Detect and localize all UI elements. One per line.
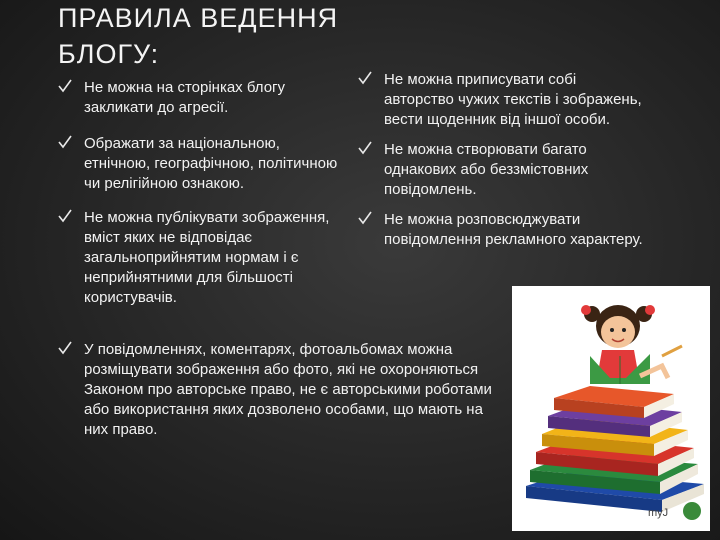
rule-text: Не можна публікувати зображення, вміст яких не відповідає загальноприйнятим нормам і є неприйнятними для більшості користувачів. xyxy=(84,209,330,306)
rule-text: Не можна розповсюджувати повідомлення рекламного характеру. xyxy=(384,211,643,248)
check-icon xyxy=(358,210,376,230)
check-icon xyxy=(58,78,76,98)
check-icon xyxy=(58,134,76,154)
girl-figure xyxy=(581,305,682,384)
site-logo xyxy=(646,500,706,527)
book-stack xyxy=(526,386,704,512)
rule-item xyxy=(58,208,343,308)
check-icon xyxy=(358,70,376,90)
rule-item xyxy=(58,340,498,440)
check-icon xyxy=(358,140,376,160)
rule-text: Ображати за національною, етнічною, географічною, політичною чи релігійною ознакою. xyxy=(84,135,338,192)
rules-left-list xyxy=(58,78,343,308)
slide-title: ПРАВИЛА ВЕДЕННЯ БЛОГУ: xyxy=(58,3,339,69)
rule-text: Не можна приписувати собі авторство чужих текстів і зображень, вести щоденник від іншої особи. xyxy=(384,71,642,128)
rule-item xyxy=(358,70,643,130)
rule-item xyxy=(358,210,643,250)
rule-item xyxy=(58,134,343,194)
rule-text: Не можна створювати багато однакових або беззмістовних повідомлень. xyxy=(384,141,589,198)
rules-right-list xyxy=(358,70,643,260)
rule-item xyxy=(58,78,343,118)
check-icon xyxy=(58,208,76,228)
rule-item xyxy=(358,140,643,200)
rule-bottom-list xyxy=(58,340,498,440)
rule-text: Не можна на сторінках блогу закликати до агресії. xyxy=(84,79,286,116)
check-icon xyxy=(58,340,76,360)
girl-reading-illustration xyxy=(512,286,710,531)
svg-text:myJ: myJ xyxy=(648,507,669,519)
rule-text: У повідомленнях, коментарях, фотоальбомах можна розміщувати зображення або фото, які не охороняються Законом про авторське право, не є авторськими роботами або використання яких дозволено особами, що мають на них право. xyxy=(84,341,492,438)
